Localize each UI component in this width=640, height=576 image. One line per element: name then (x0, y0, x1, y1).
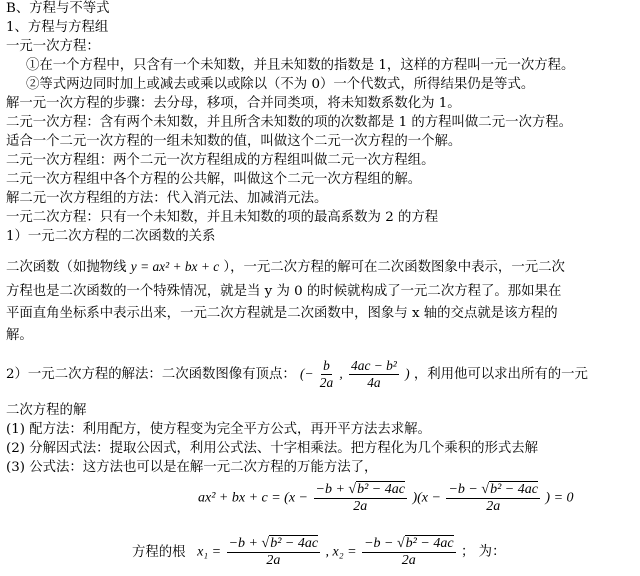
x2-label: , x₂ = (325, 544, 357, 560)
roots-label: 方程的根 (132, 544, 186, 560)
denominator: 2a (353, 499, 368, 514)
text-line: ②等式两边同时加上或减去或乘以或除以（不为 0）一个代数式，所得结果仍是等式。 (26, 77, 535, 92)
factored-formula (198, 482, 574, 515)
roots-formula (132, 536, 505, 569)
text: 2）一元二次方程的解法：二次函数图像有顶点： (6, 367, 296, 382)
text-line: 解二元一次方程组的方法：代入消元法、加减消元法。 (6, 191, 328, 206)
section-heading: B、方程与不等式 (6, 1, 110, 16)
text: ，利用他可以求出所有的一元 (413, 367, 588, 382)
text-line: 一元一次方程： (6, 39, 100, 54)
formula-lhs: ax² + bx + c = (x − (198, 490, 309, 506)
text: 二次函数（如抛物线 (6, 260, 127, 275)
sqrt-icon: √ (481, 482, 490, 497)
denominator: 2a (401, 553, 416, 568)
text-line: 解。 (6, 328, 33, 343)
text-line: 方程也是二次函数的一个特殊情况，就是当 y 为 0 的时候就构成了一元二次方程了。那如果在 (6, 284, 562, 299)
text-line: 二元一次方程组中各个方程的公共解，叫做这个二元一次方程组的解。 (6, 172, 422, 187)
text-line: 平面直角坐标系中表示出来，一元二次方程就是二次函数中，图象与 x 轴的交点就是该方程的 (6, 306, 558, 321)
term: −b + (315, 482, 345, 497)
sqrt-icon: √ (261, 536, 270, 551)
method-item: (3) 公式法：这方法也可以是在解一元二次方程的万能方法了， (6, 460, 378, 475)
numerator (314, 482, 407, 499)
sqrt-icon: √ (348, 482, 357, 497)
numerator: b (323, 358, 330, 373)
text-line: 1）一元二次方程的二次函数的关系 (6, 229, 216, 244)
radicand: b² − 4ac (405, 536, 454, 551)
denominator: 2a (319, 375, 334, 390)
radicand: b² − 4ac (270, 536, 319, 551)
radicand: b² − 4ac (490, 482, 538, 497)
text-line: 二次方程的解 (6, 403, 87, 418)
comma: , (339, 366, 343, 381)
x1-label: x₁ = (197, 544, 222, 560)
inline-formula: y = ax² + bx + c (130, 259, 220, 274)
term: −b − (364, 536, 394, 551)
text-line: 一元二次方程：只有一个未知数，并且未知数的项的最高系数为 2 的方程 (6, 210, 439, 225)
root-fraction-1 (314, 482, 407, 515)
fraction-b-over-2a (320, 358, 333, 391)
roots-tail: ； 为： (461, 544, 506, 560)
text-line: 二元一次方程：含有两个未知数，并且所含未知数的项的次数都是 1 的方程叫做二元一次方程。 (6, 115, 573, 130)
root-fraction-x1 (227, 536, 320, 569)
text-line: ①在一个方程中，只含有一个未知数，并且未知数的指数是 1，这样的方程叫一元一次方程。 (26, 58, 575, 73)
denominator: 2a (266, 553, 281, 568)
formula-rhs: ) = 0 (545, 490, 574, 506)
text-line: 适合一个二元一次方程的一组未知数的值，叫做这个二元一次方程的一个解。 (6, 134, 462, 149)
quadratic-paragraph-line (6, 258, 565, 277)
subsection-heading: 1、方程与方程组 (6, 20, 109, 35)
paren: (− (300, 366, 314, 381)
sqrt-icon: √ (396, 536, 405, 551)
text-line: 解一元一次方程的步骤：去分母，移项，合并同类项，将未知数系数化为 1。 (6, 96, 461, 111)
numerator (446, 482, 539, 499)
method-item: (2) 分解因式法：提取公因式，利用公式法、十字相乘法。把方程化为几个乘积的形式去解 (6, 441, 539, 456)
vertex-line (6, 354, 588, 394)
denominator: 4a (367, 375, 381, 390)
term: −b + (228, 536, 258, 551)
root-fraction-x2 (362, 536, 455, 569)
root-fraction-2 (446, 482, 539, 515)
paren: ) (405, 366, 410, 381)
text: ），一元二次方程的解可在二次函数图象中表示，一元二次 (223, 260, 565, 275)
radicand: b² − 4ac (357, 482, 405, 497)
numerator (227, 536, 320, 553)
term: −b − (448, 482, 478, 497)
formula-mid: )(x − (412, 490, 441, 506)
text-line: 二元一次方程组：两个二元一次方程组成的方程组叫做二元一次方程组。 (6, 153, 435, 168)
denominator: 2a (486, 499, 501, 514)
numerator (362, 536, 455, 553)
method-item: (1) 配方法：利用配方，使方程变为完全平方公式，再开平方法去求解。 (6, 422, 431, 437)
fraction-vertex-y (349, 358, 399, 391)
numerator: 4ac − b² (351, 358, 397, 373)
